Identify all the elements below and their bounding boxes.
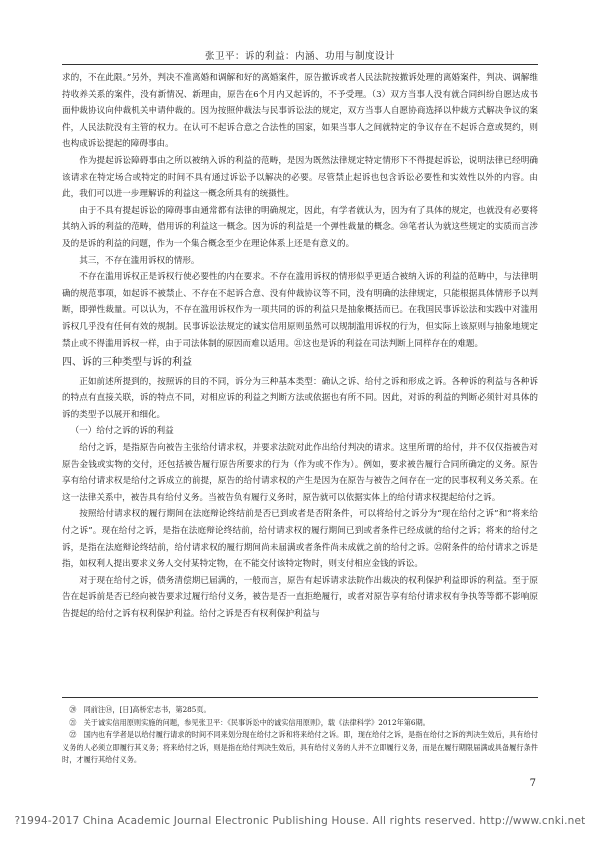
footnote: ㉑ 关于诚实信用原则实施的问题，参见张卫平：《民事诉讼中的诚实信用原则》，载《法律科学》2012年第6期。 xyxy=(69,717,430,727)
paragraph: 不存在滥用诉权正是诉权行使必要性的内在要求。不存在滥用诉权的情形似乎更适合被纳入诉的利益的范畴中，与法律明确的规范事项，如起诉不被禁止、不存在不起诉合意、没有仲裁协议等不同，没有明确的法律规定，只能根据具体情形予以判断，即弹性裁量。可以认为，不存在滥用诉权作为一项共同的诉的利益只是抽象概括而已。在我国民事诉讼法和实践中对滥用诉权几乎没有任何有效的规制。民事诉讼法规定的诚实信用原则虽然可以规制滥用诉权的行为，但实际上该原则与抽象地规定禁止或不得滥用诉权一样，由于司法体制的原因而难以适用。㉑这也是诉的利益在司法判断上同样存在的难题。 xyxy=(62,272,538,349)
copyright-footer: ?1994-2017 China Academic Journal Electronic Publishing House. All rights reserved. http://www.cnki.net xyxy=(14,815,586,827)
page-number: 7 xyxy=(529,778,536,789)
footnotes xyxy=(62,704,538,767)
footnote: ㉒ 国内也有学者是以给付履行请求的时间不同来划分现在给付之诉和将来给付之诉。即，现在给付之诉，是指在给付之诉的判决生效后，具有给付义务的人必须立即履行其义务；将来给付之诉，则是指在给付判决生效后，具有给付义务的人并不立即履行义务，而是在履行期限届满或具备履行条件时，才履行其给付义务。 xyxy=(62,730,538,765)
paragraph: 对于现在给付之诉，债务清偿期已届满的，一般而言，原告有起诉请求法院作出裁决的权利保护利益即诉的利益。至于原告在起诉前是否已经向被告要求过履行给付义务，被告是否一直拒绝履行，或者对原告享有给付请求权有争执等等都不影响原告提起的给付之诉有权利保护利益。给付之诉是否有权利保护利益与 xyxy=(62,575,538,619)
paragraph: 作为提起诉讼障碍事由之所以被纳入诉的利益的范畴，是因为既然法律规定特定情形下不得提起诉讼，说明法律已经明确该请求在特定场合或特定的时间不具有通过诉讼予以解决的必要。尽管禁止起诉也包含诉讼必要性和实效性以外的内容。由此，我们可以进一步理解诉的利益这一概念所具有的统摄性。 xyxy=(62,155,538,200)
paragraph: 按照给付请求权的履行期间在法庭辩论终结前是否已到或者是否附条件，可以将给付之诉分为“现在给付之诉”和“将来给付之诉”。现在给付之诉，是指在法庭辩论终结前，给付请求权的履行期间已到或者条件已经成就的给付之诉；将来的给付之诉，是指在法庭辩论终结前，给付请求权的履行期间尚未届满或者条件尚未成就之前的给付之诉。㉒附条件的给付请求之诉是指，如权利人提出要求义务人交付某特定物，在不能交付该特定物时，则支付相应金钱的诉讼。 xyxy=(62,509,538,570)
paragraph: 由于不具有提起诉讼的障碍事由通常都有法律的明确规定，因此，有学者就认为，因为有了具体的规定，也就没有必要将其纳入诉的利益的范畴，借用诉的利益这一概念。因为诉的利益是一个弹性裁量的概念。⑳笔者认为就这些规定的实质而言涉及的是诉的利益的问题，作为一个集合概念至少在理论体系上还是有意义的。 xyxy=(62,205,538,249)
footnote-rule xyxy=(62,697,538,698)
paragraph: 正如前述所提到的，按照诉的目的不同，诉分为三种基本类型：确认之诉、给付之诉和形成之诉。各种诉的利益与各种诉的特点有直接关联，诉的特点不同，对相应诉的利益之判断方法或依据也有所不同。因此，对诉的利益的判断必须针对具体的诉的类型予以展开和细化。 xyxy=(62,376,538,420)
paragraph-continued: 求的，不在此限。”另外，判决不准离婚和调解和好的离婚案件，原告撤诉或者人民法院按撤诉处理的离婚案件，判决、调解维持收养关系的案件，没有新情况、新理由，原告在6个月内又起诉的，不予受理。（3）双方当事人没有就合同纠纷自愿达成书面仲裁协议向仲裁机关申请仲裁的。因为按照仲裁法与民事诉讼法的规定，双方当事人自愿协商选择以仲裁方式解决争议的案件，人民法院没有主管的权力。在认可不起诉合意之合法性的国家，如果当事人之间就特定的争议存在不起诉合意或契约，则也构成诉讼提起的障碍事由。 xyxy=(62,73,538,150)
running-head: 张卫平：诉的利益：内涵、功用与制度设计 xyxy=(204,51,395,62)
footnote: ⑳ 同前注⑭，[日]高桥宏志书，第285页。 xyxy=(69,705,211,714)
header-rule xyxy=(62,64,538,65)
point-heading: 其三，不存在滥用诉权的情形。 xyxy=(79,255,200,266)
subsection-heading: （一）给付之诉的诉的利益 xyxy=(70,426,174,437)
body-text xyxy=(62,70,538,623)
section-heading: 四、诉的三种类型与诉的利益 xyxy=(62,357,192,369)
paragraph: 给付之诉，是指原告向被告主张给付请求权，并要求法院对此作出给付判决的请求。这里所谓的给付，并不仅仅指被告对原告金钱或实物的交付，还包括被告履行原告所要求的行为（作为或不作为）。例如，要求被告履行合同所确定的义务。原告享有给付请求权是给付之诉成立的前提，原告的给付请求权的产生是因为在原告与被告之间存在一定的民事权利义务关系。在这一法律关系中，被告具有给付义务。当被告负有履行义务时，原告就可以依据实体上的给付请求权提起给付之诉。 xyxy=(62,443,538,503)
